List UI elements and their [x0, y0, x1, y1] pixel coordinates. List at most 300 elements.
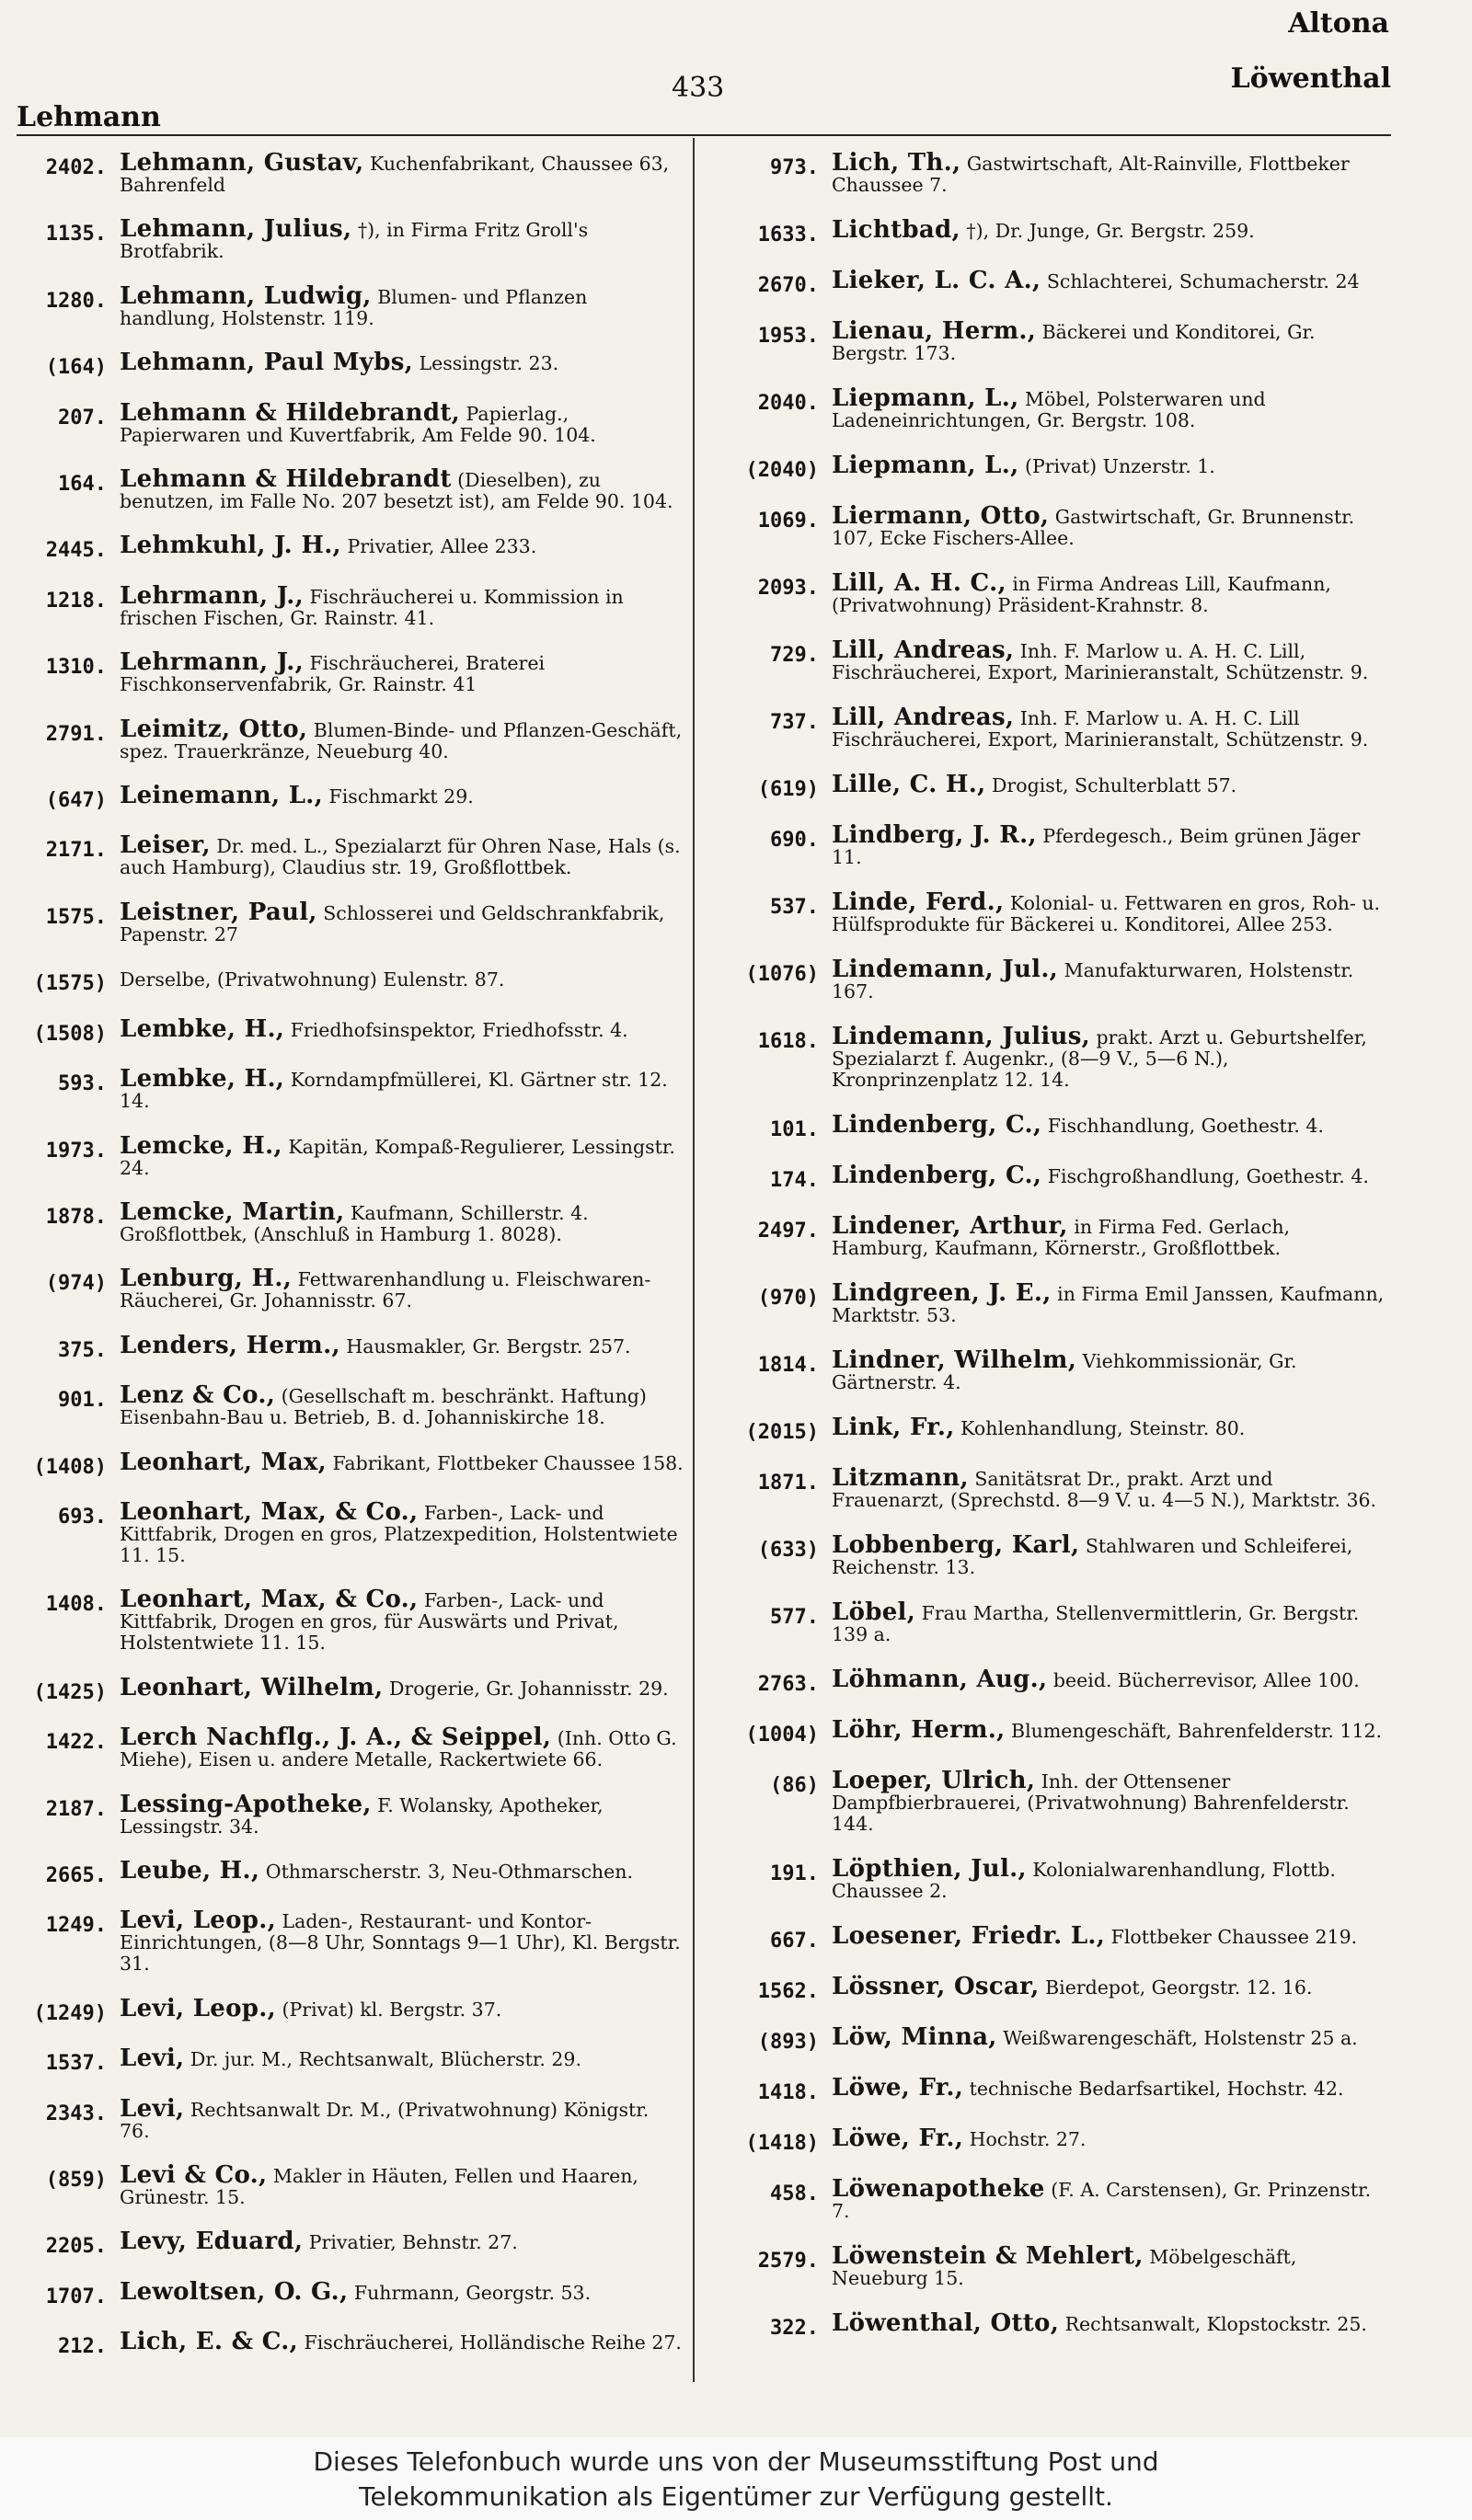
phone-number: 2791.: [45, 722, 107, 746]
subscriber-details: Möbelgeschäft, Neueburg 15.: [832, 2246, 1297, 2289]
subscriber-details: Rechtsanwalt, Klopstockstr. 25.: [1064, 2313, 1367, 2335]
column-divider: [693, 138, 695, 2382]
entry-text: [120, 1065, 684, 1113]
subscriber-name: Leonhart, Wilhelm,: [120, 1673, 384, 1701]
directory-entry: [15, 1265, 684, 1312]
directory-entry: [727, 2023, 1391, 2054]
subscriber-details: Viehkommissionär, Gr. Gärtnerstr. 4.: [832, 1350, 1297, 1393]
directory-entry: [15, 1497, 684, 1566]
directory-entry: [727, 821, 1391, 868]
directory-entry: [727, 569, 1391, 616]
phone-number: 1218.: [45, 589, 107, 613]
phone-number: 2171.: [45, 839, 107, 863]
entry-text: [120, 1014, 684, 1043]
phone-number: 1422.: [45, 1731, 107, 1755]
entry-text: [120, 149, 684, 196]
entry-text: [832, 956, 1391, 1002]
entry-text: [832, 502, 1391, 549]
entry-text: [120, 831, 684, 879]
subscriber-details: Lessingstr. 23.: [419, 352, 559, 375]
entry-text: [120, 715, 684, 762]
subscriber-details: Blumen-Binde- und Pflanzen-Geschäft, spez. Trauerkränze, Neueburg 40.: [120, 718, 683, 762]
directory-entry: [727, 1414, 1391, 1444]
entry-text: [832, 704, 1391, 750]
phone-number: (893): [757, 2031, 819, 2054]
directory-entry: [15, 1790, 684, 1838]
page-number: 433: [672, 72, 725, 104]
subscriber-name: Löwe, Fr.,: [832, 2074, 964, 2102]
directory-entry: [15, 465, 684, 513]
subscriber-name: Leonhart, Max,: [120, 1448, 328, 1476]
subscriber-details: Drogerie, Gr. Johannisstr. 29.: [388, 1677, 669, 1700]
subscriber-name: Loesener, Friedr. L.,: [832, 1922, 1106, 1950]
directory-entry: [15, 349, 684, 380]
subscriber-name: Lehmann & Hildebrandt: [120, 465, 452, 494]
directory-entry: [727, 1212, 1391, 1259]
entry-text: [120, 1856, 684, 1884]
directory-entry: [15, 898, 684, 945]
subscriber-name: Linde, Ferd.,: [832, 888, 1005, 916]
subscriber-details: (F. A. Carstensen), Gr. Prinzenstr. 7.: [832, 2179, 1372, 2222]
subscriber-name: Leimitz, Otto,: [120, 715, 308, 743]
entry-text: [832, 1279, 1391, 1326]
subscriber-details: Inh. F. Marlow u. A. H. C. Lill, Fischräucherei, Export, Marinieranstalt, Schützenstr. 9.: [832, 640, 1369, 683]
entry-text: [120, 1131, 684, 1179]
subscriber-name: Link, Fr.,: [832, 1414, 955, 1441]
subscriber-details: Friedhofsinspektor, Friedhofsstr. 4.: [290, 1018, 628, 1041]
subscriber-name: Lich, E. & C.,: [120, 2328, 298, 2356]
directory-entry: [727, 2125, 1391, 2155]
directory-entry: [727, 267, 1391, 297]
subscriber-name: Levi, Leop.,: [120, 1994, 276, 2022]
entry-text: [832, 1212, 1391, 1259]
subscriber-name: Lieker, L. C. A.,: [832, 267, 1041, 294]
directory-entry: [15, 2228, 684, 2259]
phone-number: 1633.: [757, 223, 819, 246]
directory-entry: [15, 2161, 684, 2208]
subscriber-name: Lichtbad,: [832, 216, 960, 244]
directory-entry: [727, 2242, 1391, 2289]
phone-number: 1953.: [757, 325, 819, 348]
subscriber-name: Lich, Th.,: [832, 149, 961, 177]
phone-number: 1249.: [45, 1914, 107, 1938]
subscriber-details: in Firma Fed. Gerlach, Hamburg, Kaufmann, Körnerstr., Großflottbek.: [832, 1216, 1291, 1259]
phone-number: (1418): [745, 2132, 819, 2155]
entry-text: [120, 2228, 684, 2256]
phone-number: (1004): [745, 1724, 819, 1747]
phone-number: 1871.: [757, 1472, 819, 1495]
subscriber-name: Lössner, Oscar,: [832, 1973, 1040, 2000]
phone-number: 212.: [58, 2335, 107, 2359]
entry-text: [832, 267, 1391, 294]
phone-number: (1575): [33, 972, 107, 996]
entry-text: [120, 581, 684, 629]
phone-number: (619): [757, 778, 819, 801]
subscriber-name: Löwe, Fr.,: [832, 2125, 964, 2152]
city-header: Altona: [1288, 7, 1389, 40]
entry-text: [832, 1598, 1391, 1645]
directory-entry: [727, 317, 1391, 364]
subscriber-name: Lill, Andreas,: [832, 704, 1015, 731]
footer-notice: [0, 2437, 1472, 2520]
entry-text: [832, 2023, 1391, 2051]
subscriber-details: Schlachterei, Schumacherstr. 24: [1046, 270, 1360, 292]
directory-entry: [15, 648, 684, 696]
directory-entry: [727, 1531, 1391, 1578]
subscriber-details: Inh. F. Marlow u. A. H. C. Lill Fischräucherei, Export, Marinieranstalt, Schützenstr. 9.: [832, 707, 1369, 750]
phone-number: 2445.: [45, 539, 107, 563]
phone-number: 737.: [770, 711, 819, 734]
left-running-head: Lehmann: [17, 101, 161, 133]
subscriber-details: (Inh. Otto G. Miehe), Eisen u. andere Metalle, Rackertwiete 66.: [120, 1727, 677, 1771]
directory-entry: [15, 1994, 684, 2025]
directory-entry: [15, 1856, 684, 1887]
directory-entry: [727, 1973, 1391, 2003]
subscriber-name: Lehmkuhl, J. H.,: [120, 532, 341, 560]
entry-text: [120, 532, 684, 560]
directory-entry: [727, 1855, 1391, 1902]
subscriber-details: (Privat) Unzerstr. 1.: [1024, 455, 1215, 477]
subscriber-details: F. Wolansky, Apotheker, Lessingstr. 34.: [120, 1793, 604, 1838]
subscriber-name: Löbel,: [832, 1598, 916, 1626]
entry-text: [120, 349, 684, 377]
entry-text: [120, 1448, 684, 1476]
entry-text: [120, 465, 684, 513]
subscriber-details: Dr. jur. M., Rechtsanwalt, Blücherstr. 29.: [190, 2048, 581, 2071]
header-rule: [17, 134, 1391, 136]
directory-entry: [15, 1724, 684, 1771]
subscriber-details: (Gesellschaft m. beschränkt. Haftung) Eisenbahn-Bau u. Betrieb, B. d. Johanniskirche 18.: [120, 1385, 647, 1429]
subscriber-details: Fettwarenhandlung u. Fleischwaren-Räucherei, Gr. Johannisstr. 67.: [120, 1268, 651, 1312]
directory-entry: [727, 216, 1391, 246]
subscriber-details: Othmarscherstr. 3, Neu-Othmarschen.: [265, 1860, 633, 1883]
phone-number: 174.: [770, 1169, 819, 1192]
phone-number: 593.: [58, 1072, 107, 1096]
subscriber-name: Loeper, Ulrich,: [832, 1767, 1036, 1794]
phone-number: (1425): [33, 1680, 107, 1704]
subscriber-details: Derselbe, (Privatwohnung) Eulenstr. 87.: [120, 968, 505, 991]
subscriber-details: in Firma Emil Janssen, Kaufmann, Marktstr. 53.: [832, 1283, 1385, 1326]
phone-number: (970): [757, 1287, 819, 1310]
subscriber-name: Lehmann, Ludwig,: [120, 281, 372, 310]
subscriber-details: prakt. Arzt u. Geburtshelfer, Spezialarzt f. Augenkr., (8—9 V., 5—6 N.), Kronprinzenplatz 12. 14.: [832, 1026, 1367, 1091]
subscriber-details: Fabrikant, Flottbeker Chaussee 158.: [332, 1451, 684, 1474]
subscriber-name: Lenburg, H.,: [120, 1265, 293, 1293]
entry-text: [120, 2094, 684, 2142]
subscriber-name: Levi,: [120, 2045, 185, 2073]
subscriber-details: Hausmakler, Gr. Bergstr. 257.: [346, 1334, 631, 1357]
directory-entry: [727, 1279, 1391, 1326]
phone-number: 1537.: [45, 2052, 107, 2076]
subscriber-name: Liepmann, L.,: [832, 452, 1019, 479]
subscriber-name: Lindenberg, C.,: [832, 1162, 1042, 1189]
subscriber-name: Lemcke, H.,: [120, 1131, 282, 1160]
phone-number: (1249): [33, 2001, 107, 2025]
subscriber-name: Löw, Minna,: [832, 2023, 997, 2051]
subscriber-name: Lindemann, Jul.,: [832, 956, 1059, 983]
subscriber-details: †), Dr. Junge, Gr. Bergstr. 259.: [966, 220, 1255, 242]
phone-number: 2093.: [757, 577, 819, 600]
entry-text: [832, 569, 1391, 616]
entry-text: [120, 2045, 684, 2073]
subscriber-details: Stahlwaren und Schleiferei, Reichenstr. 13.: [832, 1535, 1353, 1578]
directory-entry: [727, 149, 1391, 196]
subscriber-name: Liepmann, L.,: [832, 384, 1019, 412]
subscriber-details: Möbel, Polsterwaren und Ladeneinrichtungen, Gr. Bergstr. 108.: [832, 388, 1266, 431]
directory-entry: [15, 1381, 684, 1429]
directory-entry: [15, 2277, 684, 2308]
phone-number: 2040.: [757, 392, 819, 415]
subscriber-details: Schlosserei und Geldschrankfabrik, Papenstr. 27: [120, 901, 665, 945]
directory-entry: [15, 1131, 684, 1179]
subscriber-details: Bierdepot, Georgstr. 12. 16.: [1045, 1976, 1313, 1999]
entry-text: [832, 821, 1391, 868]
subscriber-details: Fuhrmann, Georgstr. 53.: [353, 2281, 592, 2304]
entry-text: [120, 898, 684, 945]
phone-number: 1878.: [45, 1205, 107, 1229]
phone-number: 2205.: [45, 2235, 107, 2259]
directory-entry: [15, 831, 684, 879]
entry-text: [120, 2328, 684, 2356]
entry-text: [120, 1907, 684, 1976]
directory-entry: [727, 1162, 1391, 1192]
entry-text: [832, 1162, 1391, 1189]
subscriber-details: Korndampfmüllerei, Kl. Gärtner str. 12. 14.: [120, 1069, 668, 1113]
directory-entry: [727, 1666, 1391, 1696]
phone-number: (1076): [745, 963, 819, 986]
directory-entry: [15, 1331, 684, 1362]
entry-text: [832, 1111, 1391, 1139]
subscriber-details: Dr. med. L., Spezialarzt für Ohren Nase, Hals (s. auch Hamburg), Claudius str. 19, Großflottbek.: [120, 835, 681, 879]
directory-entry: [727, 1346, 1391, 1393]
subscriber-details: Gastwirtschaft, Alt-Rainville, Flottbeker Chaussee 7.: [832, 153, 1350, 196]
phone-number: (164): [45, 356, 107, 380]
subscriber-details: Blumen- und Pflanzen handlung, Holstenstr. 119.: [120, 285, 588, 329]
phone-number: 2665.: [45, 1863, 107, 1887]
entry-text: [832, 2309, 1391, 2337]
phone-number: 901.: [58, 1389, 107, 1413]
entry-text: [832, 452, 1391, 479]
directory-entry: [15, 398, 684, 446]
subscriber-name: Lehmann & Hildebrandt,: [120, 398, 460, 427]
subscriber-details: Blumengeschäft, Bahrenfelderstr. 112.: [1011, 1720, 1383, 1742]
directory-entry: [15, 1014, 684, 1046]
entry-text: [120, 782, 684, 810]
subscriber-details: Kohlenhandlung, Steinstr. 80.: [960, 1417, 1246, 1439]
subscriber-name: Lenders, Herm.,: [120, 1331, 340, 1359]
subscriber-name: Lehmann, Julius,: [120, 215, 352, 244]
directory-entry: [15, 149, 684, 196]
subscriber-details: Kaufmann, Schillerstr. 4. Großflottbek, (Anschluß in Hamburg 1. 8028).: [120, 1201, 589, 1245]
subscriber-details: Laden-, Restaurant- und Kontor-Einrichtungen, (8—8 Uhr, Sonntags 9—1 Uhr), Kl. Bergstr. 31.: [120, 1910, 681, 1976]
phone-number: 322.: [770, 2317, 819, 2340]
phone-number: 2343.: [45, 2102, 107, 2125]
phone-number: (2040): [745, 459, 819, 482]
entry-text: [832, 1767, 1391, 1835]
entry-text: [832, 384, 1391, 431]
phone-number: (1408): [33, 1455, 107, 1479]
subscriber-name: Löwenstein & Mehlert,: [832, 2242, 1144, 2270]
subscriber-name: Lembke, H.,: [120, 1065, 285, 1094]
directory-entry: [15, 1586, 684, 1655]
phone-number: (859): [45, 2169, 107, 2192]
entry-text: [832, 216, 1391, 244]
directory-entry: [727, 1464, 1391, 1511]
subscriber-name: Leistner, Paul,: [120, 898, 317, 926]
directory-entry: [727, 2074, 1391, 2104]
entry-text: [120, 1331, 684, 1359]
subscriber-name: Lerch Nachflg., J. A., & Seippel,: [120, 1724, 552, 1752]
entry-text: [120, 2277, 684, 2306]
directory-entry: [15, 2328, 684, 2359]
directory-entry: [15, 281, 684, 329]
directory-entry: [15, 968, 684, 995]
phone-number: 2579.: [757, 2250, 819, 2273]
phone-number: 1562.: [757, 1980, 819, 2003]
footer-line-1: Dieses Telefonbuch wurde uns von der Museumsstiftung Post und: [313, 2446, 1159, 2477]
subscriber-details: Papierlag., Papierwaren und Kuvertfabrik, Am Felde 90. 104.: [120, 402, 596, 446]
subscriber-details: beeid. Bücherrevisor, Allee 100.: [1052, 1669, 1360, 1691]
phone-number: 2402.: [45, 156, 107, 179]
phone-number: (1508): [33, 1022, 107, 1046]
entry-text: [120, 215, 684, 263]
phone-number: 1280.: [45, 289, 107, 313]
subscriber-name: Lindenberg, C.,: [832, 1111, 1042, 1139]
subscriber-name: Lemcke, Martin,: [120, 1197, 345, 1226]
entry-text: [832, 1531, 1391, 1578]
phone-number: 1618.: [757, 1030, 819, 1053]
directory-entry: [727, 384, 1391, 431]
subscriber-details: Drogist, Schulterblatt 57.: [992, 774, 1237, 796]
subscriber-name: Liermann, Otto,: [832, 502, 1050, 530]
subscriber-name: Leonhart, Max, & Co.,: [120, 1497, 419, 1526]
phone-number: 375.: [58, 1338, 107, 1362]
entry-text: [832, 2125, 1391, 2152]
phone-number: 729.: [770, 644, 819, 667]
entry-text: [832, 636, 1391, 683]
subscriber-details: Privatier, Behnstr. 27.: [308, 2231, 518, 2254]
phone-number: 537.: [770, 896, 819, 919]
directory-entry: [727, 1767, 1391, 1835]
subscriber-name: Leinemann, L.,: [120, 782, 323, 810]
subscriber-name: Löpthien, Jul.,: [832, 1855, 1027, 1883]
phone-number: 2763.: [757, 1673, 819, 1696]
subscriber-details: Weißwarengeschäft, Holstenstr 25 a.: [1003, 2027, 1358, 2049]
subscriber-details: Manufakturwaren, Holstenstr. 167.: [832, 959, 1354, 1002]
subscriber-details: Frau Martha, Stellenvermittlerin, Gr. Bergstr. 139 a.: [832, 1602, 1360, 1645]
entry-text: [120, 1724, 684, 1771]
phone-number: 1135.: [45, 223, 107, 246]
subscriber-details: †), in Firma Fritz Groll's Brotfabrik.: [120, 219, 589, 263]
subscriber-details: Kolonialwarenhandlung, Flottb. Chaussee 2.: [832, 1859, 1336, 1902]
directory-entry: [727, 2309, 1391, 2340]
right-column: [727, 149, 1391, 2364]
subscriber-details: Fischräucherei, Holländische Reihe 27.: [304, 2331, 682, 2354]
subscriber-name: Lehrmann, J.,: [120, 648, 304, 677]
directory-entry: [727, 1598, 1391, 1645]
directory-entry: [15, 1065, 684, 1113]
subscriber-details: Makler in Häuten, Fellen und Haaren, Grünestr. 15.: [120, 2165, 638, 2208]
phone-number: 667.: [770, 1930, 819, 1953]
subscriber-name: Lehmann, Gustav,: [120, 149, 364, 177]
subscriber-name: Leube, H.,: [120, 1856, 260, 1884]
subscriber-name: Löhmann, Aug.,: [832, 1666, 1048, 1693]
subscriber-details: Fischmarkt 29.: [328, 785, 474, 808]
phone-number: 164.: [58, 473, 107, 497]
subscriber-name: Lill, A. H. C.,: [832, 569, 1006, 597]
entry-text: [832, 1716, 1391, 1744]
phone-number: 207.: [58, 406, 107, 430]
phone-number: 690.: [770, 829, 819, 852]
directory-entry: [727, 452, 1391, 482]
subscriber-details: Farben-, Lack- und Kittfabrik, Drogen en gros, für Auswärts und Privat, Holstentwiete 11. 15.: [120, 1589, 619, 1655]
subscriber-name: Levi, Leop.,: [120, 1907, 276, 1935]
subscriber-name: Lembke, H.,: [120, 1014, 285, 1043]
subscriber-details: Inh. der Ottensener Dampfbierbrauerei, (Privatwohnung) Bahrenfelderstr. 144.: [832, 1770, 1350, 1835]
entry-text: [832, 771, 1391, 798]
phone-number: 2497.: [757, 1220, 819, 1243]
directory-entry: [727, 1023, 1391, 1091]
directory-entry: [15, 215, 684, 263]
subscriber-details: Rechtsanwalt Dr. M., (Privatwohnung) Königstr. 76.: [120, 2098, 650, 2142]
entry-text: [120, 281, 684, 329]
left-column: [15, 149, 684, 2382]
subscriber-name: Lehrmann, J.,: [120, 581, 304, 610]
subscriber-name: Lenz & Co.,: [120, 1381, 276, 1410]
entry-text: [832, 1973, 1391, 2000]
entry-text: [832, 2175, 1391, 2222]
directory-entry: [15, 2094, 684, 2142]
entry-text: [832, 1023, 1391, 1091]
directory-entry: [15, 1197, 684, 1245]
subscriber-name: Lill, Andreas,: [832, 636, 1015, 664]
entry-text: [120, 1381, 684, 1429]
directory-entry: [727, 502, 1391, 549]
entry-text: [832, 1855, 1391, 1902]
phone-number: 1973.: [45, 1139, 107, 1163]
entry-text: [120, 968, 684, 991]
directory-entry: [15, 532, 684, 563]
phone-number: 2187.: [45, 1797, 107, 1821]
entry-text: [832, 1346, 1391, 1393]
subscriber-details: Privatier, Allee 233.: [347, 535, 537, 558]
entry-text: [120, 1197, 684, 1245]
subscriber-name: Levi & Co.,: [120, 2161, 268, 2189]
entry-text: [120, 1265, 684, 1312]
subscriber-details: Farben-, Lack- und Kittfabrik, Drogen en gros, Platzexpedition, Holstentwiete 11. 15.: [120, 1501, 678, 1566]
subscriber-name: Lobbenberg, Karl,: [832, 1531, 1080, 1559]
directory-entry: [15, 581, 684, 629]
subscriber-name: Löhr, Herm.,: [832, 1716, 1006, 1744]
subscriber-details: Hochstr. 27.: [969, 2128, 1087, 2150]
entry-text: [832, 2242, 1391, 2289]
phone-number: (647): [45, 789, 107, 813]
entry-text: [832, 1922, 1391, 1950]
directory-entry: [727, 2175, 1391, 2222]
subscriber-name: Lille, C. H.,: [832, 771, 986, 798]
phone-number: (633): [757, 1539, 819, 1562]
entry-text: [120, 1994, 684, 2022]
subscriber-details: Pferdegesch., Beim grünen Jäger 11.: [832, 825, 1361, 868]
subscriber-details: Fischgroßhandlung, Goethestr. 4.: [1047, 1165, 1369, 1187]
phone-number: 1310.: [45, 656, 107, 680]
subscriber-name: Leiser,: [120, 831, 211, 860]
phone-number: 1418.: [757, 2081, 819, 2104]
phone-number: 973.: [770, 156, 819, 179]
subscriber-name: Lewoltsen, O. G.,: [120, 2277, 349, 2306]
phone-number: (2015): [745, 1421, 819, 1444]
subscriber-name: Lindberg, J. R.,: [832, 821, 1037, 849]
